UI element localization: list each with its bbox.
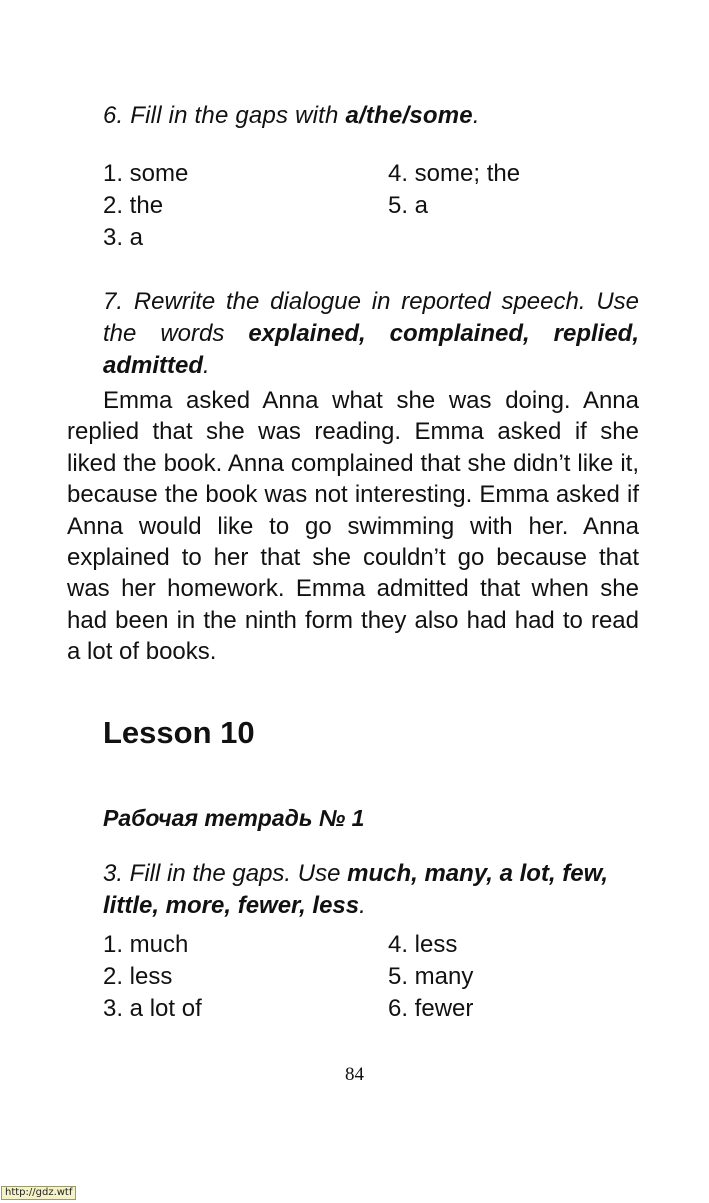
task-7-title-suffix: . [203,352,210,379]
page-number: 84 [345,1064,364,1085]
task-6-title-bold: a/the/some [345,102,473,129]
answer-item: 6. fewer [388,995,474,1022]
task-3-title [103,858,639,922]
answer-item: 3. a [103,224,144,251]
answer-item: 1. some [103,160,189,187]
answer-item: 5. a [388,192,429,219]
lesson-heading: Lesson 10 [103,715,255,750]
task-3-title-suffix: . [359,892,366,919]
task-6-answers-right [388,158,520,222]
answer-item: 3. a lot of [103,995,202,1022]
answer-item: 1. much [103,931,189,958]
task-3-title-bold: much, many, a lot, few, little, more, fewer, less [103,860,609,919]
answer-item: 5. many [388,963,474,990]
task-7-title-bold: explained, complained, replied, admitted [103,320,639,379]
answer-item: 2. less [103,963,173,990]
answer-item: 4. some; the [388,160,521,187]
task-7-title-text: 7. Rewrite the dialogue in reported speech. Use the words [103,288,639,347]
task-7-answer-paragraph: Emma asked Anna what she was doing. Anna replied that she was reading. Emma asked if she liked the book. Anna complained that she didn’t like it, because the book was not interesting. Emma asked if Anna would like to go swimming with her. Anna explained to her that she couldn’t go because that was her homework. Emma admitted that when she had been in the ninth form they also had had to read a lot of books. [67,387,639,666]
task-7-title [103,286,639,382]
task-6-answers-left [103,158,188,254]
workbook-heading: Рабочая тетрадь № 1 [103,805,365,831]
task-6-title [103,100,480,132]
answer-item: 4. less [388,931,458,958]
task-6-title-suffix: . [472,102,480,129]
task-3-answers-left [103,929,202,1025]
answer-item: 2. the [103,192,164,219]
task-3-answers-right [388,929,473,1025]
task-6-title-text: 6. Fill in the gaps with [103,102,346,129]
watermark-link[interactable]: http://gdz.wtf [1,1186,76,1200]
task-3-title-text: 3. Fill in the gaps. Use [103,860,348,887]
